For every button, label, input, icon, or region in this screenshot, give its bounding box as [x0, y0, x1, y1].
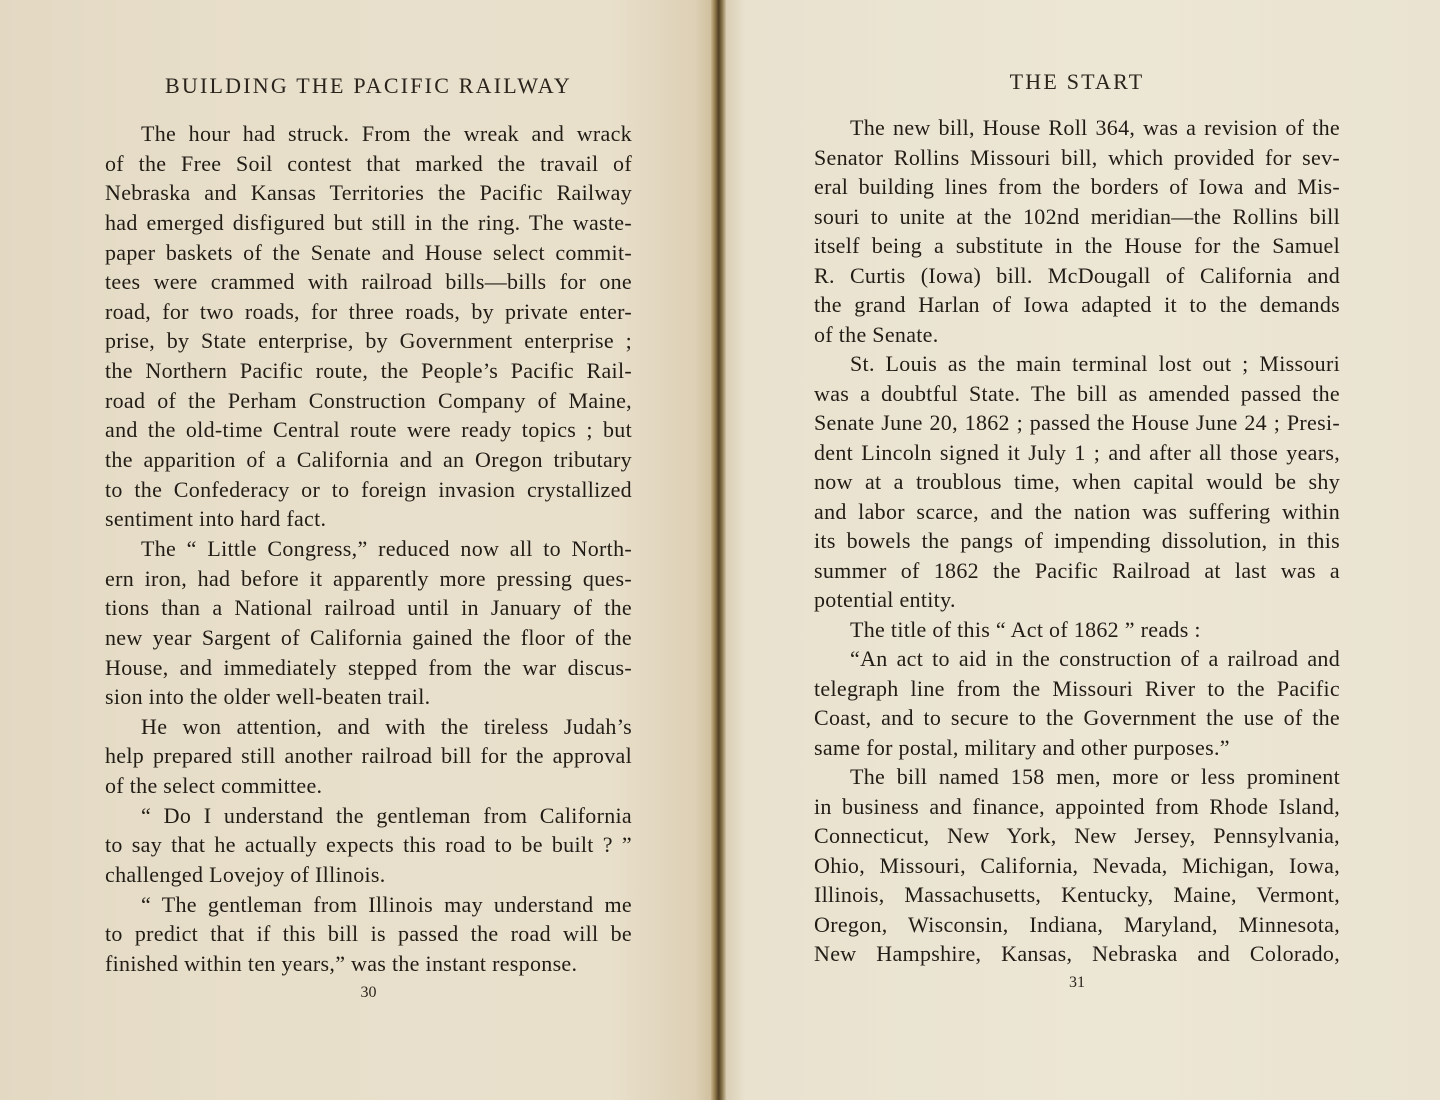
text-line: souri to unite at the 102nd meridian—the Rollins bill [814, 203, 1340, 229]
text-line: in business and finance, appointed from Rhode Island, [814, 793, 1340, 819]
text-line: R. Curtis (Iowa) bill. McDougall of California and [814, 262, 1340, 288]
text-line: New Hampshire, Kansas, Nebraska and Colorado, [814, 941, 1340, 966]
text-line: of the Senate. [814, 321, 939, 347]
paragraph [105, 119, 632, 534]
text-block [105, 119, 632, 979]
text-line: help prepared still another railroad bill for the approval [105, 743, 632, 769]
text-line: of the Free Soil contest that marked the travail of [105, 150, 632, 176]
text-line: had emerged disfigured but still in the ring. The waste- [105, 209, 632, 235]
text-line: dent Lincoln signed it July 1 ; and after all those years, [814, 439, 1340, 465]
page-number: 30 [360, 984, 377, 1001]
text-line: the apparition of a California and an Oregon tributary [105, 447, 632, 473]
text-line: road, for two roads, for three roads, by private enter- [105, 298, 632, 324]
text-line: eral building lines from the borders of Iowa and Mis- [814, 174, 1340, 199]
text-line: He won attention, and with the tireless Judah’s [141, 713, 632, 739]
text-line: “ Do I understand the gentleman from California [141, 802, 632, 828]
text-line: The title of this “ Act of 1862 ” reads : [850, 616, 1201, 642]
text-line: new year Sargent of California gained the floor of the [105, 624, 632, 650]
running-head: BUILDING THE PACIFIC RAILWAY [165, 73, 572, 98]
text-line: to predict that if this bill is passed the road will be [105, 921, 632, 947]
paragraph [105, 712, 632, 801]
paragraph [814, 349, 1340, 615]
text-line: and the old-time Central route were ready topics ; but [105, 417, 632, 443]
text-line: potential entity. [814, 587, 956, 612]
text-line: challenged Lovejoy of Illinois. [105, 862, 386, 888]
text-line: Oregon, Wisconsin, Indiana, Maryland, Minnesota, [814, 911, 1340, 937]
text-line: ern iron, had before it apparently more pressing ques- [105, 565, 632, 591]
paragraph [814, 615, 1340, 645]
text-line: The bill named 158 men, more or less prominent [850, 764, 1340, 789]
text-block [814, 113, 1340, 969]
text-line: “An act to aid in the construction of a railroad and [850, 646, 1340, 671]
text-line: Ohio, Missouri, California, Nevada, Michigan, Iowa, [814, 852, 1340, 878]
text-line: Senator Rollins Missouri bill, which provided for sev- [814, 144, 1340, 170]
text-line: tions than a National railroad until in January of the [105, 595, 632, 621]
page-number: 31 [1069, 974, 1085, 991]
text-line: the Northern Pacific route, the People’s Pacific Rail- [105, 358, 632, 384]
text-line: road of the Perham Construction Company of Maine, [105, 387, 632, 413]
paragraph [105, 890, 632, 979]
text-line: Connecticut, New York, New Jersey, Pennsylvania, [814, 823, 1340, 848]
text-line: paper baskets of the Senate and House select commit- [105, 239, 632, 265]
text-line: sion into the older well-beaten trail. [105, 684, 431, 710]
text-line: sentiment into hard fact. [105, 506, 327, 532]
text-line: tees were crammed with railroad bills—bills for one [105, 269, 632, 295]
text-line: and labor scarce, and the nation was suffering within [814, 498, 1340, 524]
right-page [724, 0, 1440, 1100]
paragraph [814, 762, 1340, 969]
text-line: finished within ten years,” was the instant response. [105, 950, 578, 976]
text-line: the grand Harlan of Iowa adapted it to the demands [814, 292, 1340, 317]
text-line: now at a troublous time, when capital would be shy [814, 469, 1340, 494]
book-gutter [711, 0, 726, 1100]
text-line: itself being a substitute in the House for the Samuel [814, 233, 1340, 258]
text-line: telegraph line from the Missouri River to the Pacific [814, 675, 1340, 701]
text-line: The hour had struck. From the wreak and wrack [141, 121, 632, 146]
text-line: Illinois, Massachusetts, Kentucky, Maine, Vermont, [814, 882, 1340, 907]
text-line: The “ Little Congress,” reduced now all to North- [141, 535, 632, 561]
text-line: summer of 1862 the Pacific Railroad at last was a [814, 557, 1340, 583]
text-line: Coast, and to secure to the Government the use of the [814, 705, 1340, 730]
text-line: Nebraska and Kansas Territories the Pacific Railway [105, 180, 632, 206]
text-line: same for postal, military and other purposes.” [814, 734, 1230, 760]
text-line: prise, by State enterprise, by Government enterprise ; [105, 328, 632, 354]
quoted-act-title [814, 644, 1340, 762]
left-page [0, 0, 716, 1100]
running-head: THE START [1009, 69, 1145, 94]
text-line: Senate June 20, 1862 ; passed the House June 24 ; Presi- [814, 410, 1340, 435]
paragraph [105, 534, 632, 712]
paragraph [814, 113, 1340, 349]
text-line: The new bill, House Roll 364, was a revision of the [850, 115, 1340, 140]
text-line: was a doubtful State. The bill as amended passed the [814, 380, 1340, 406]
text-line: its bowels the pangs of impending dissolution, in this [814, 528, 1340, 553]
text-line: St. Louis as the main terminal lost out ; Missouri [850, 351, 1340, 376]
paragraph [105, 801, 632, 890]
text-line: “ The gentleman from Illinois may understand me [141, 891, 632, 917]
text-line: to say that he actually expects this road to be built ? ” [105, 832, 632, 858]
text-line: of the select committee. [105, 773, 323, 799]
text-line: House, and immediately stepped from the war discus- [105, 654, 632, 680]
text-line: to the Confederacy or to foreign invasion crystallized [105, 476, 632, 502]
